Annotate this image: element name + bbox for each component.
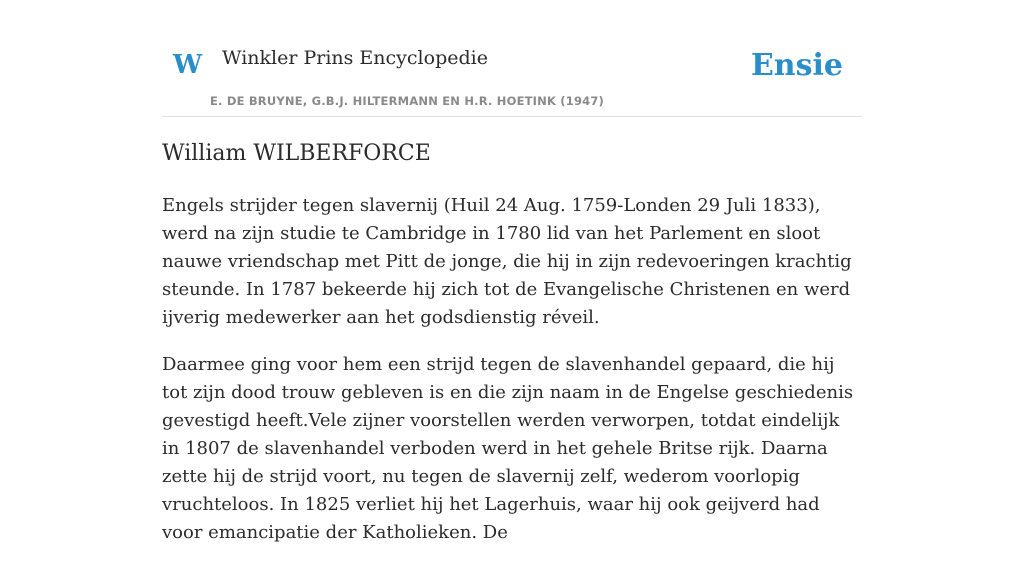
authors-line: E. DE BRUYNE, G.B.J. HILTERMANN EN H.R. HOETINK (1947) [210, 94, 605, 108]
article-body [162, 192, 862, 566]
article-title: William WILBERFORCE [162, 141, 431, 166]
winkler-prins-logo[interactable]: W [173, 50, 203, 80]
page [162, 0, 862, 543]
header [162, 0, 862, 117]
article-paragraph: Engels strijder tegen slavernij (Huil 24 Aug. 1759-Londen 29 Juli 1833), werd na zijn studie te Cambridge in 1780 lid van het Parlement en sloot nauwe vriendschap met Pitt de jonge, die hij in zijn redevoeringen krachtig steunde. In 1787 bekeerde hij zich tot de Evangelische Christenen en werd ijverig medewerker aan het godsdienstig réveil. [162, 195, 852, 328]
site-title[interactable]: Winkler Prins Encyclopedie [222, 47, 488, 69]
ensie-logo[interactable]: Ensie [750, 48, 843, 83]
article-paragraph: Daarmee ging voor hem een strijd tegen de slavenhandel gepaard, die hij tot zijn dood trouw gebleven is en die zijn naam in de Engelse geschiedenis gevestigd heeft.Vele zijner voorstellen werden verworpen, totdat eindelijk in 1807 de slavenhandel verboden werd in het gehele Britse rijk. Daarna zette hij de strijd voort, nu tegen de slavernij zelf, wederom voorlopig vruchteloos. In 1825 verliet hij het Lagerhuis, waar hij ook geijverd had voor emancipatie der Katholieken. De [162, 354, 854, 543]
